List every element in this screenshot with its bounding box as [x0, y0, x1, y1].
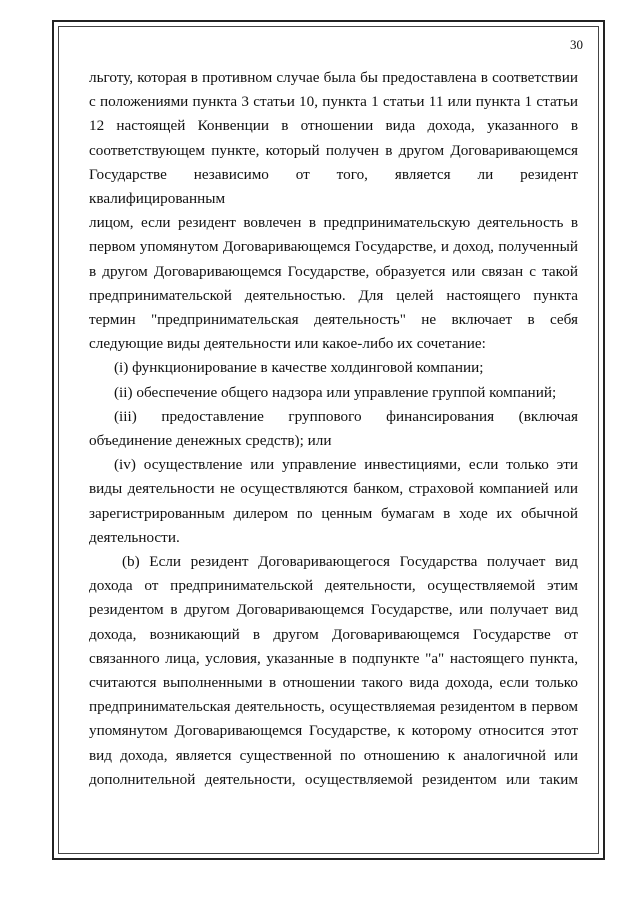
body-line: дохода от предпринимательской деятельности, осуществляемой этим	[89, 577, 578, 595]
body-line: резидентом в другом Договаривающемся Государстве, или получает вид	[89, 601, 578, 619]
subparagraph-b: (b) Если резидент Договаривающегося Государства получает вид	[122, 553, 578, 571]
list-item-iv-cont: зарегистрированным дилером по ценным бумагам в ходе их обычной	[89, 504, 578, 522]
list-item-iv-cont: виды деятельности не осуществляются банком, страховой компанией или	[89, 480, 578, 498]
body-line: 12 настоящей Конвенции в отношении вида дохода, указанного в	[89, 117, 578, 135]
body-line: считаются выполненными в отношении такого вида дохода, если только	[89, 674, 578, 692]
body-line: льготу, которая в противном случае была бы предоставлена в соответствии	[89, 69, 578, 86]
body-line: связанного лица, условия, указанные в подпункте "а" настоящего пункта,	[89, 649, 578, 667]
body-line: лицом, если резидент вовлечен в предпринимательскую деятельность в	[89, 214, 578, 232]
body-line: предпринимательской деятельностью. Для целей настоящего пункта	[89, 286, 578, 304]
list-item-i: (i) функционирование в качестве холдинговой компании;	[114, 359, 484, 377]
page-number: 30	[570, 37, 583, 52]
document-body	[89, 66, 578, 792]
body-line: в другом Договаривающемся Государстве, образуется или связан с такой	[89, 262, 578, 280]
list-item-ii: (ii) обеспечение общего надзора или управление группой компаний;	[114, 383, 557, 401]
body-line: с положениями пункта 3 статьи 10, пункта 1 статьи 11 или пункта 1 статьи	[89, 93, 578, 111]
body-line: следующие виды деятельности или какое-либо их сочетание:	[89, 335, 486, 353]
body-line: Государстве независимо от того, является ли резидент квалифицированным	[89, 165, 578, 208]
body-line: первом упомянутом Договаривающемся Государстве, и доход, полученный	[89, 238, 578, 256]
body-line: вид дохода, является существенной по отношению к аналогичной или	[89, 746, 578, 764]
body-line: соответствующем пункте, который получен в другом Договаривающемся	[89, 141, 578, 159]
body-line: дохода, возникающий в другом Договаривающемся Государстве от	[89, 625, 578, 643]
body-line: дополнительной деятельности, осуществляемой резидентом или таким	[89, 770, 578, 788]
body-line: упомянутом Договаривающемся Государстве, к которому относится этот	[89, 722, 578, 740]
body-line: термин "предпринимательская деятельность" не включает в себя	[89, 311, 578, 329]
list-item-iv: (iv) осуществление или управление инвестициями, если только эти	[114, 456, 578, 474]
body-line: предпринимательская деятельность, осуществляемая резидентом в первом	[89, 698, 578, 716]
list-item-iii-cont: объединение денежных средств); или	[89, 432, 332, 450]
list-item-iv-cont: деятельности.	[89, 528, 180, 546]
list-item-iii: (iii) предоставление группового финансирования (включая	[114, 407, 578, 425]
